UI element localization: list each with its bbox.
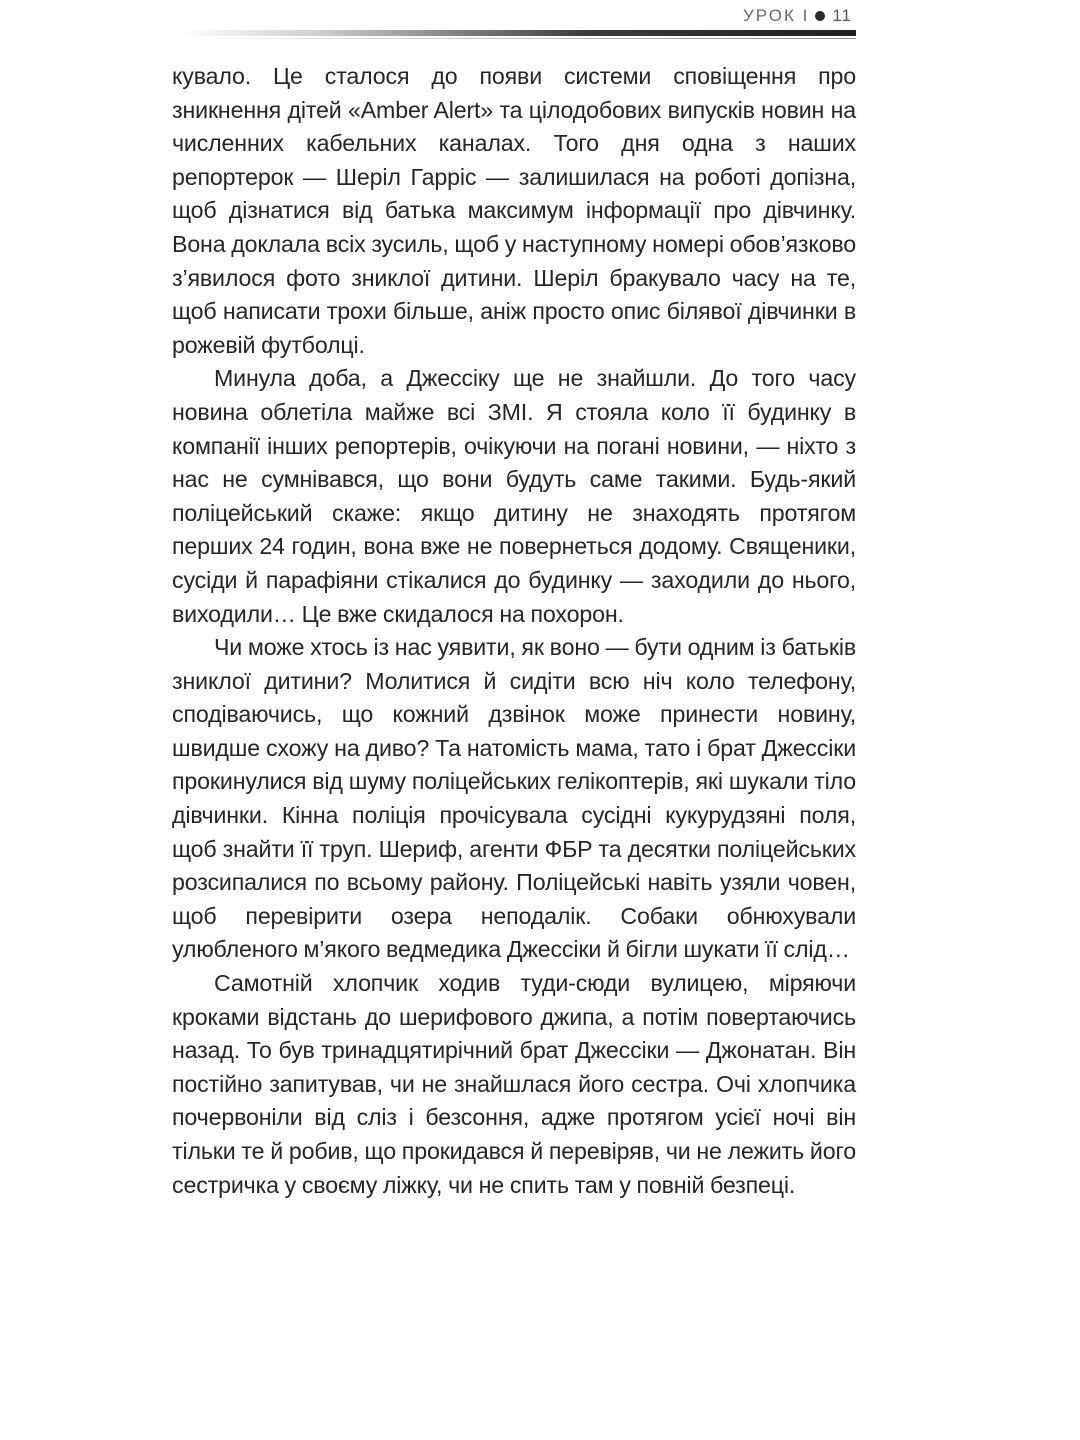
paragraph: Самотній хлопчик ходив туди-сюди вулицею, міряючи кроками відстань до шерифового джипа, а потім повертаючись назад. То був тринадцятирічний брат Джессіки — Джонатан. Він постійно запитував, чи не знайшлася його сестра. Очі хлопчика почервоніли від сліз і безсоння, адже протягом усієї ночі він тільки те й робив, що прокидався й перевіряв, чи не лежить його сестричка у своєму ліжку, чи не спить там у повній безпеці. xyxy=(172,970,856,1198)
bullet-separator-icon xyxy=(815,11,825,21)
paragraph: Минула доба, а Джессіку ще не знайшли. До того часу новина облетіла майже всі ЗМІ. Я стояла коло її будинку в компанії інших репортерів, очікуючи на погані новини, — ніхто з нас не сумнівався, що вони будуть саме такими. Будь-який поліцейський скаже: якщо дитину не знаходять протягом перших 24 годин, вона вже не повернеться додому. Священики, сусіди й парафіяни стікалися до будинку — заходили до нього, виходили… Це вже скидалося на похорон. xyxy=(172,365,856,627)
paragraph: Чи може хтось із нас уявити, як воно — бути одним із батьків зниклої дитини? Молитися й сидіти всю ніч коло телефону, сподіваючись, що кожний дзвінок може принести новину, швидше схожу на диво? Та натомість мама, тато і брат Джессіки прокинулися від шуму поліцейських гелікоптерів, які шукали тіло дівчинки. Кінна поліція прочісувала сусідні кукурудзяні поля, щоб знайти її труп. Шериф, агенти ФБР та десятки поліцейських розсипалися по всьому району. Поліцейські навіть узяли човен, щоб перевірити озера неподалік. Собаки обнюхували улюбленого м’якого ведмедика Джессіки й бігли шукати її слід… xyxy=(172,634,856,963)
chapter-title: УРОК I xyxy=(743,6,810,25)
page-body xyxy=(172,60,856,1202)
header-rule-thin xyxy=(180,38,856,39)
header-rule xyxy=(180,30,856,36)
paragraph-continued: кувало. Це сталося до появи системи сповіщення про зникнення дітей «Amber Alert» та цілодобових випусків новин на численних кабельних каналах. Того дня одна з наших репортерок — Шеріл Гарріс — залишилася на роботі допізна, щоб дізнатися від батька максимум інформації про дівчинку. Вона доклала всіх зусиль, щоб у наступному номері обов’язково з’явилося фото зниклої дитини. Шеріл бракувало часу на те, щоб написати трохи більше, аніж просто опис білявої дівчинки в рожевій футболці. xyxy=(172,63,856,358)
running-header xyxy=(743,4,852,28)
page-number: 11 xyxy=(832,6,852,25)
